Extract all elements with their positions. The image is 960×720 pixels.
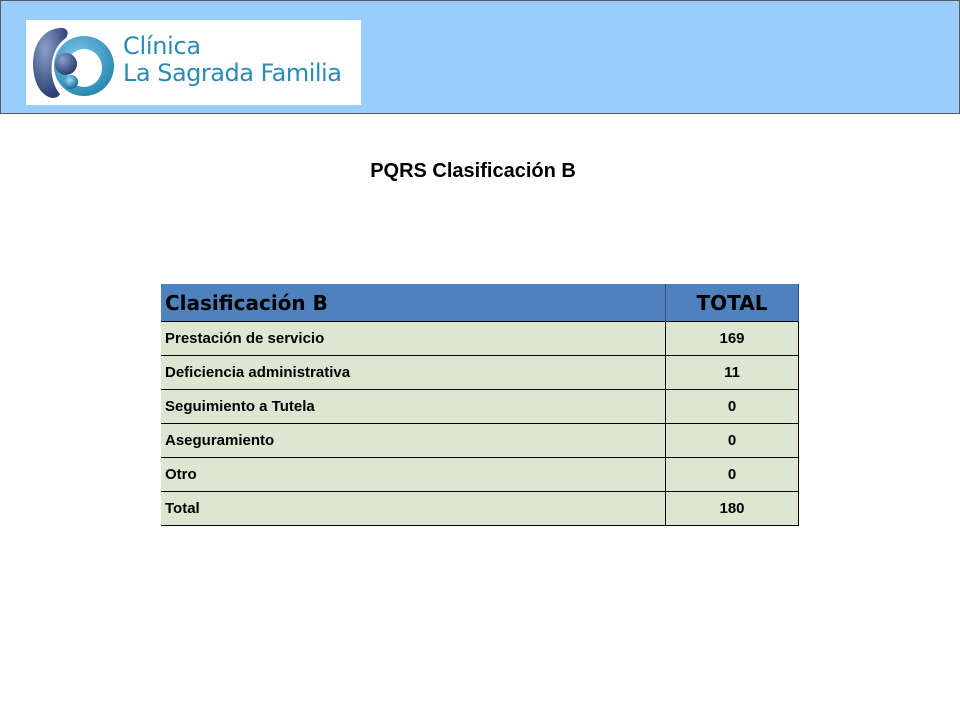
table-row-total: [161, 492, 799, 526]
classification-table: [161, 284, 799, 526]
table-row: [161, 458, 799, 492]
row-label: Deficiencia administrativa: [161, 356, 666, 390]
logo-line-2: La Sagrada Familia: [123, 59, 342, 87]
table-header-row: [161, 284, 799, 322]
row-value: 169: [666, 322, 799, 356]
table-row: [161, 322, 799, 356]
clinic-logo: [26, 20, 361, 105]
page-title: PQRS Clasificación B: [370, 160, 576, 182]
column-header-classification: Clasificación B: [161, 284, 666, 322]
table-row: [161, 390, 799, 424]
row-value: 0: [666, 458, 799, 492]
table-row: [161, 356, 799, 390]
row-value: 0: [666, 424, 799, 458]
table-row: [161, 424, 799, 458]
row-label: Aseguramiento: [161, 424, 666, 458]
row-value: 0: [666, 390, 799, 424]
logo-text: [123, 34, 341, 85]
row-value: 11: [666, 356, 799, 390]
row-label: Otro: [161, 458, 666, 492]
row-label: Prestación de servicio: [161, 322, 666, 356]
logo-emblem-icon: [26, 20, 118, 105]
row-label: Seguimiento a Tutela: [161, 390, 666, 424]
column-header-total: TOTAL: [666, 284, 799, 322]
logo-line-1: Clínica: [123, 32, 201, 60]
header-band: [0, 0, 960, 114]
row-value: 180: [666, 492, 799, 526]
row-label: Total: [161, 492, 666, 526]
